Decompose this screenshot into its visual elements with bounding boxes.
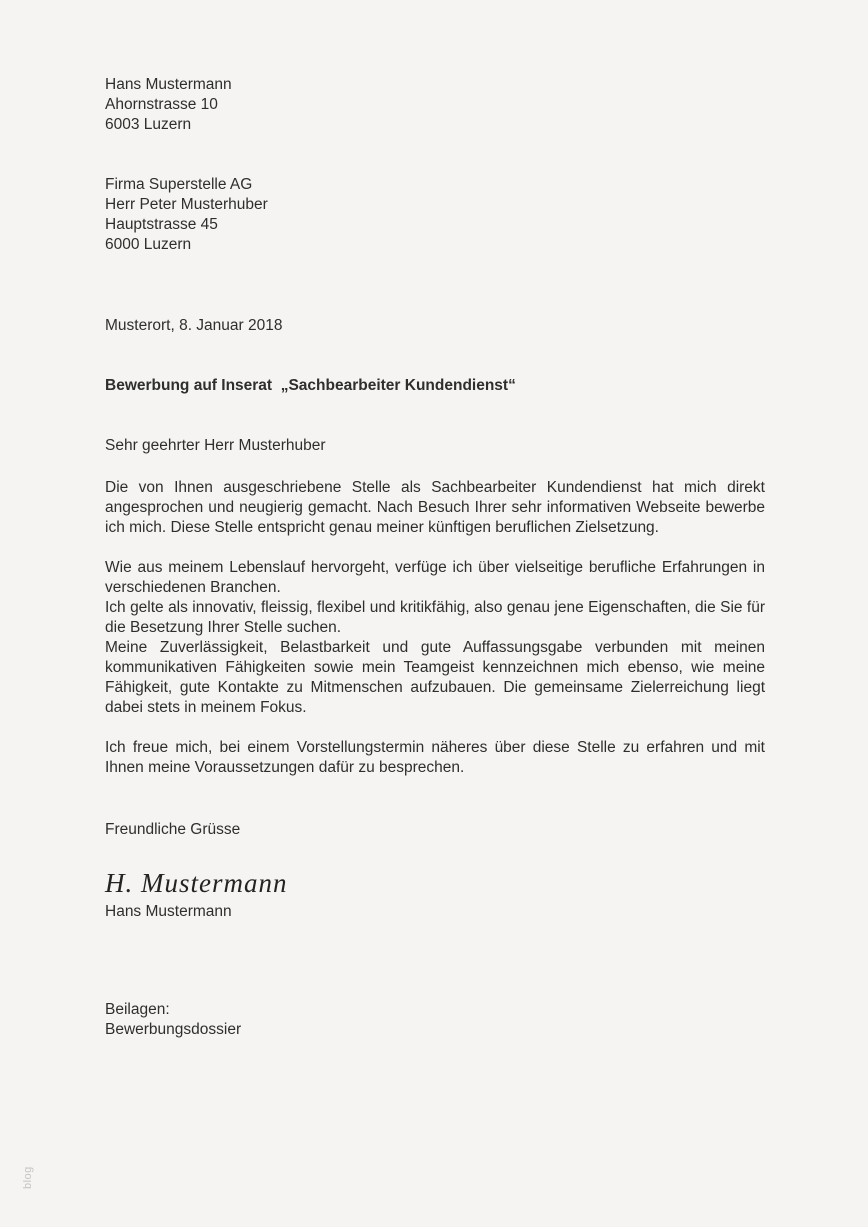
sender-city: 6003 Luzern — [105, 116, 192, 133]
recipient-street: Hauptstrasse 45 — [105, 216, 218, 233]
enclosures-block — [105, 1000, 765, 1040]
letter-body — [105, 478, 765, 778]
body-paragraph-1 — [105, 478, 765, 538]
recipient-contact: Herr Peter Musterhuber — [105, 196, 268, 213]
date-line: Musterort, 8. Januar 2018 — [105, 317, 283, 334]
blog-watermark: blog — [22, 1166, 34, 1189]
recipient-company: Firma Superstelle AG — [105, 176, 253, 193]
paragraph-text: Ich gelte als innovativ, fleissig, flexibel und kritikfähig, also genau jene Eigenschaften, die Sie für die Besetzung Ihrer Stelle suchen. — [105, 599, 765, 636]
salutation: Sehr geehrter Herr Musterhuber — [105, 437, 326, 454]
subject-line: Bewerbung auf Inserat „Sachbearbeiter Kundendienst“ — [105, 377, 516, 394]
body-paragraph-2 — [105, 558, 765, 718]
paragraph-text: Die von Ihnen ausgeschriebene Stelle als Sachbearbeiter Kundendienst hat mich direkt angesprochen und neugierig gemacht. Nach Besuch Ihrer sehr informativen Webseite bewerbe ich mich. Diese Stelle entspricht genau meiner künftigen beruflichen Zielsetzung. — [105, 479, 765, 536]
paragraph-text: Wie aus meinem Lebenslauf hervorgeht, verfüge ich über vielseitige berufliche Erfahrungen in verschiedenen Branchen. — [105, 559, 765, 596]
sender-street: Ahornstrasse 10 — [105, 96, 218, 113]
signature-printed-name: Hans Mustermann — [105, 903, 232, 920]
enclosures-item: Bewerbungsdossier — [105, 1021, 242, 1038]
closing-greeting: Freundliche Grüsse — [105, 821, 241, 838]
recipient-address-block — [105, 175, 765, 255]
enclosures-label: Beilagen: — [105, 1001, 170, 1018]
paragraph-text: Meine Zuverlässigkeit, Belastbarkeit und gute Auffassungsgabe verbunden mit meinen kommunikativen Fähigkeiten sowie mein Teamgeist kennzeichnen mich ebenso, wie meine Fähigkeit, gute Kontakte zu Mitmenschen aufzubauen. Die gemeinsame Zielerreichung liegt dabei stets in meinem Fokus. — [105, 639, 765, 716]
recipient-city: 6000 Luzern — [105, 236, 192, 253]
sender-address-block — [105, 75, 765, 135]
paragraph-text: Ich freue mich, bei einem Vorstellungstermin näheres über diese Stelle zu erfahren und mit Ihnen meine Voraussetzungen dafür zu besprechen. — [105, 739, 765, 776]
body-paragraph-3 — [105, 738, 765, 778]
sender-name: Hans Mustermann — [105, 76, 232, 93]
handwritten-signature: H. Mustermann — [105, 868, 288, 898]
